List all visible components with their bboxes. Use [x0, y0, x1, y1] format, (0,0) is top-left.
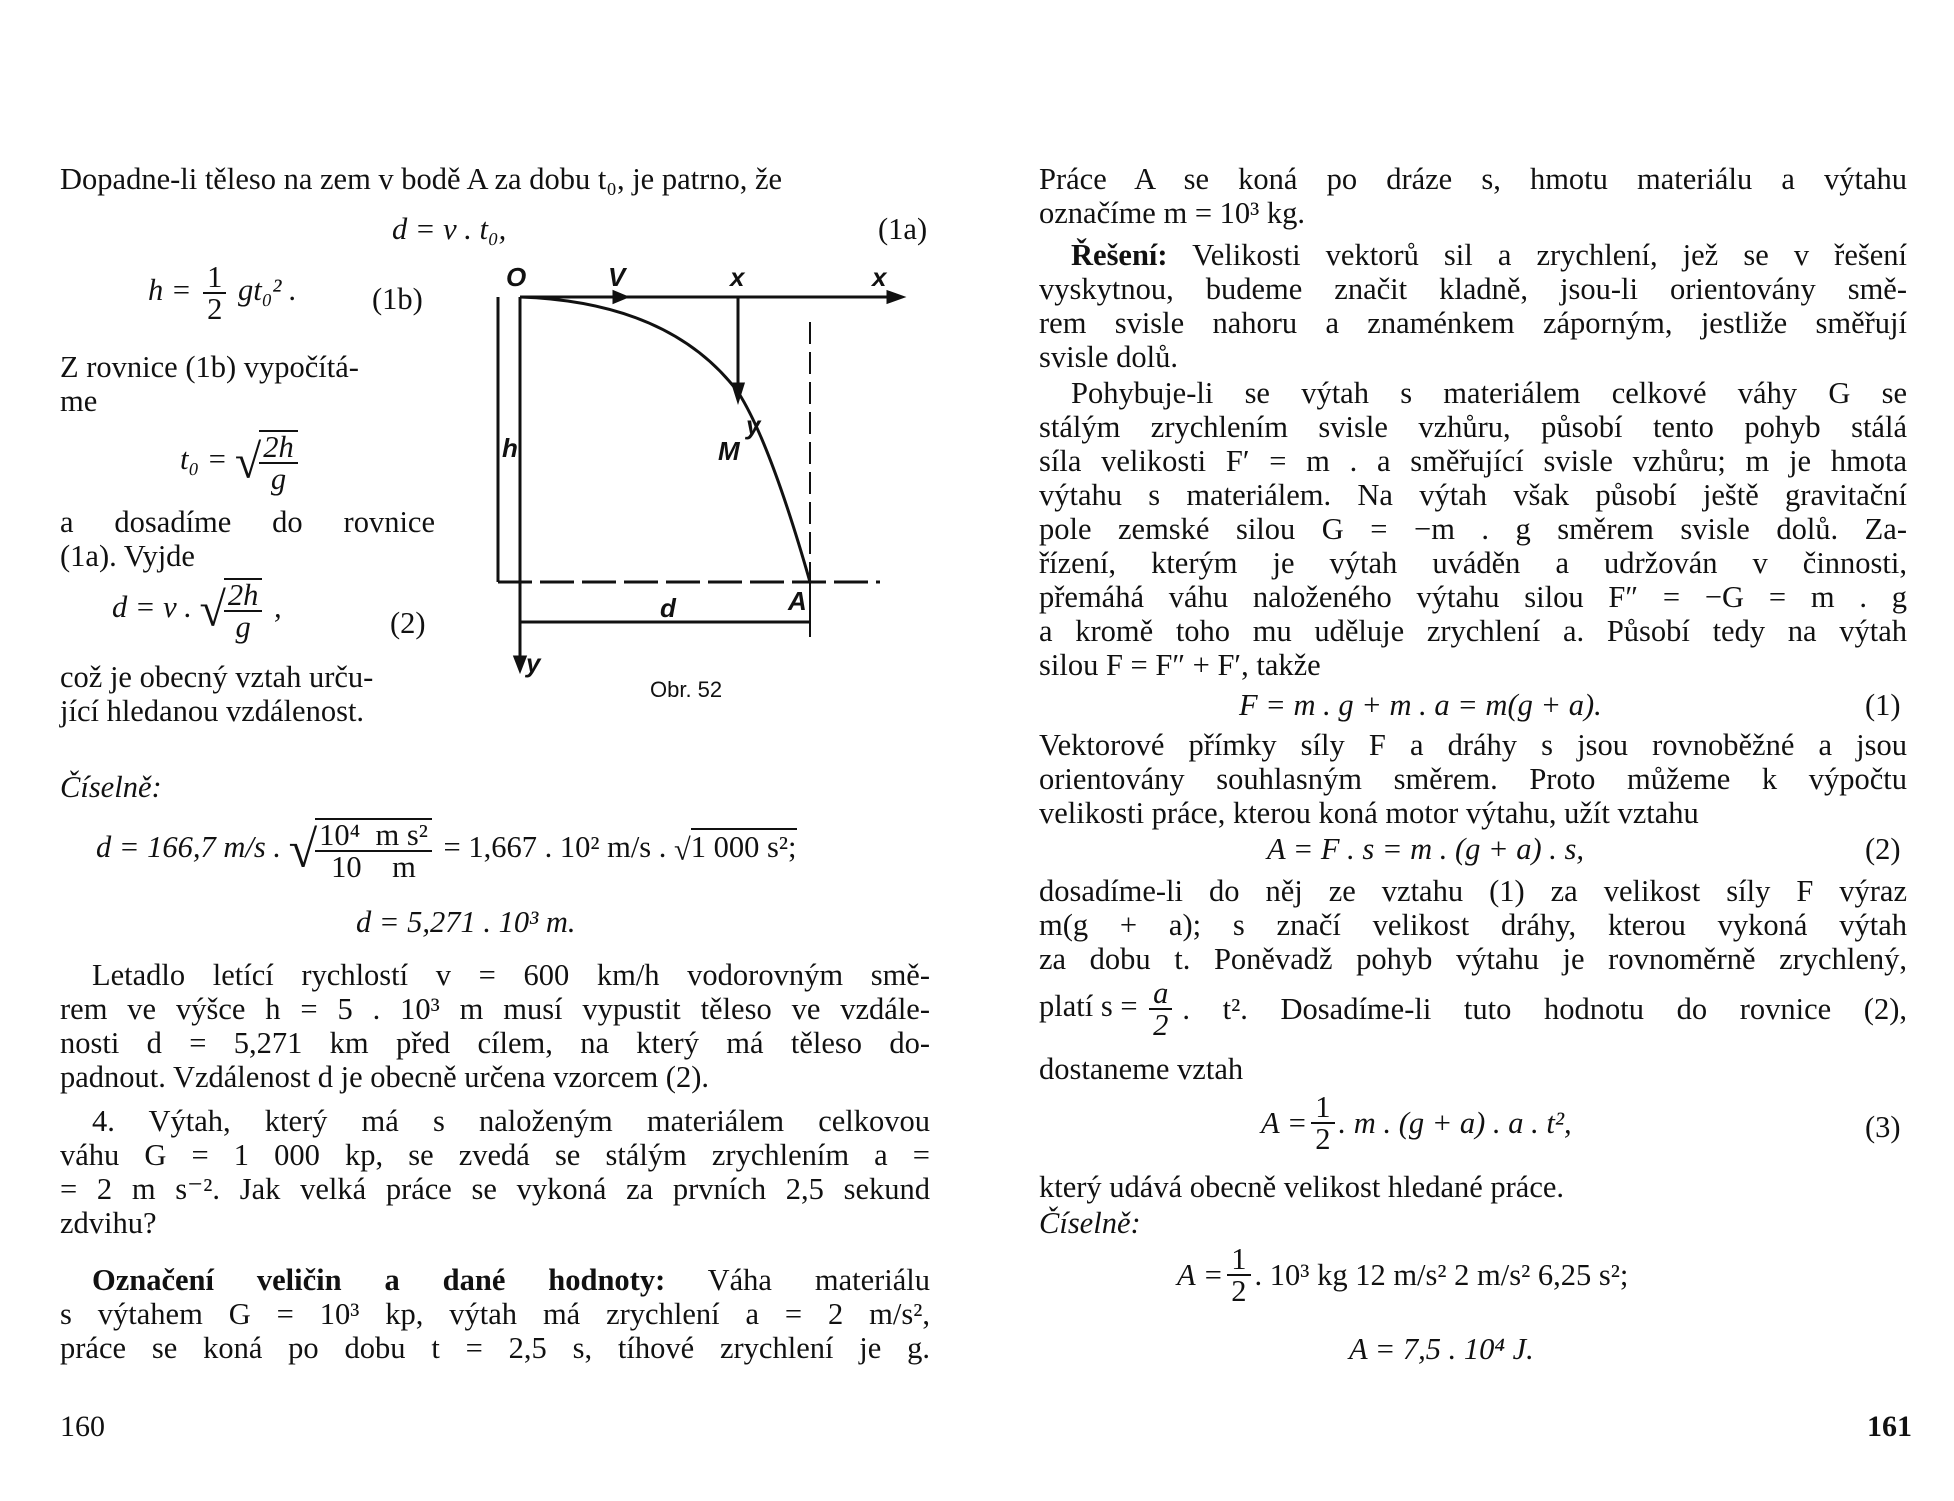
text-line: Vektorové přímky síly F a dráhy s jsou rovnoběžné a jsou — [1039, 728, 1907, 762]
text-line: a dosadíme do rovnice — [60, 505, 435, 539]
fraction-denominator: 2 — [1315, 1122, 1331, 1156]
text-line: stálým zrychlením svisle vzhůru, působí tento pohyb stálá — [1039, 410, 1907, 444]
equation-label-1b: (1b) — [372, 282, 423, 316]
equation-r2: A = F . s = m . (g + a) . s, — [1267, 832, 1585, 866]
vectors-paragraph — [1039, 728, 1907, 830]
text-line: m(g + a); s značí velikost dráhy, kterou vykoná výtah — [1039, 908, 1907, 942]
problem4-paragraph — [60, 1104, 930, 1240]
text-line: Z rovnice (1b) vypočítá- — [60, 350, 359, 384]
given-paragraph — [60, 1263, 930, 1365]
text-fragment: platí s = — [1039, 989, 1138, 1023]
fraction-numerator: a — [1149, 978, 1172, 1010]
eq-part: d = v . — [112, 590, 192, 624]
eq-part: gt₀² . — [237, 273, 297, 307]
fraction-numerator: 2h — [224, 578, 263, 612]
text-line: nosti d = 5,271 km před cílem, na který má těleso do- — [60, 1026, 930, 1060]
text-line: 4. Výtah, který má s naloženým materiálem celkovou — [92, 1104, 930, 1138]
fraction-denominator: 2 — [1231, 1274, 1247, 1308]
eq-part: d = 166,7 m/s . — [96, 830, 281, 864]
text-line: silou F = F″ + F′, takže — [1039, 648, 1321, 682]
text-line: výtahu s materiálem. Na výtah však působí ještě gravitační — [1039, 478, 1907, 512]
velocity-arrow-icon — [614, 292, 626, 302]
fraction-numerator: 1 — [1227, 1244, 1250, 1276]
obtain-line: dostaneme vztah — [1039, 1052, 1244, 1086]
eq-part: h = — [148, 273, 192, 307]
equation-t0 — [180, 430, 302, 494]
equation-label-r3: (3) — [1865, 1110, 1901, 1144]
text-line: velikosti práce, kterou koná motor výtahu, užít vztahu — [1039, 796, 1699, 830]
text-line: rem svisle nahoru a znaménkem záporným, jestliže směřují — [1039, 306, 1907, 340]
eq-part: A = — [1177, 1257, 1224, 1292]
text-line: řízení, kterým je výtah uváděn a udržován v činnosti, — [1039, 546, 1907, 580]
text-line: dosadíme-li do něj ze vztahu (1) za velikost síly F výraz — [1039, 874, 1907, 908]
text-line: což je obecný vztah urču- — [60, 660, 374, 694]
eq-part: , — [273, 590, 282, 624]
equation-r1: F = m . g + m . a = m(g + a). — [1239, 688, 1602, 722]
text-line: vyskytnou, budeme značit kladně, jsou-li orientovány smě- — [1039, 272, 1907, 306]
equation-r3 — [1261, 1092, 1572, 1154]
page-number-left: 160 — [60, 1410, 105, 1443]
text-line: Dopadne-li těleso na zem v bodě A za dobu t₀, je patrno, že — [60, 162, 783, 196]
result-r: A = 7,5 . 10⁴ J. — [1349, 1332, 1534, 1366]
text-fragment: . t². Dosadíme-li tuto hodnotu do rovnice (2), — [1182, 991, 1907, 1026]
equation-label-r1: (1) — [1865, 688, 1901, 722]
label-a: A — [788, 586, 807, 616]
trajectory-curve — [520, 297, 810, 582]
text-line: rem ve výšce h = 5 . 10³ m musí vypustit těleso ve vzdále- — [60, 992, 930, 1026]
label-d: d — [660, 593, 676, 623]
text-line: = 2 m s⁻². Jak velká práce se vykoná za prvních 2,5 sekund — [60, 1172, 930, 1206]
label-h: h — [502, 433, 518, 463]
text-fragment: Váha materiálu — [707, 1263, 931, 1297]
text-line: za dobu t. Poněvadž pohyb výtahu je rovnoměrně zrychlený, — [1039, 942, 1907, 976]
y-axis-arrow-icon — [515, 657, 525, 670]
fraction-numerator: 1 — [1311, 1092, 1334, 1124]
figure-52 — [470, 262, 910, 682]
label-m: M — [718, 436, 740, 466]
sqrt-sign-icon: √ — [199, 583, 226, 637]
sqrt-sign-icon: √ — [288, 821, 318, 879]
substitute-paragraph — [60, 505, 435, 573]
right-page — [977, 0, 1954, 1501]
text-line: Pohybuje-li se výtah s materiálem celkové váhy G se — [1071, 376, 1907, 410]
text-line: zdvihu? — [60, 1206, 157, 1240]
text-line — [60, 1263, 930, 1297]
calc-equation — [96, 818, 797, 882]
fraction-numerator: 2h — [259, 430, 298, 464]
solution-heading: Řešení: — [1071, 238, 1168, 272]
text-line: padnout. Vzdálenost d je obecně určena vzorcem (2). — [60, 1060, 709, 1094]
label-o: O — [506, 262, 527, 292]
numerically-label: Číselně: — [60, 770, 162, 804]
given-heading: Označení veličin a dané hodnoty: — [92, 1263, 666, 1297]
text-line: orientovány souhlasným směrem. Proto můžeme k výpočtu — [1039, 762, 1907, 796]
fraction-denominator: g — [235, 610, 251, 644]
plane-paragraph — [60, 958, 930, 1094]
figure-caption: Obr. 52 — [650, 677, 723, 702]
text-line: s výtahem G = 10³ kp, výtah má zrychlení a = 2 m/s², — [60, 1297, 930, 1331]
equation-2 — [112, 578, 282, 642]
numerically-label-right: Číselně: — [1039, 1206, 1141, 1240]
text-fragment — [1039, 978, 1176, 1040]
text-line: me — [60, 384, 98, 418]
text-line: práce se koná po dobu t = 2,5 s, tíhové zrychlení je g. — [60, 1331, 930, 1365]
equation-label-1a: (1a) — [878, 212, 928, 246]
fraction-numerator: 10⁴ m s² — [315, 818, 432, 852]
text-line: jící hledanou vzdálenost. — [60, 694, 365, 728]
fraction — [203, 262, 226, 324]
label-x1: x — [730, 262, 745, 292]
eq-part: = 1,667 . 10² m/s . — [443, 830, 667, 864]
fraction-denominator: 2 — [1153, 1008, 1169, 1042]
eq-part: t₀ = — [180, 442, 228, 476]
which-line: který udává obecně velikost hledané práce. — [1039, 1170, 1565, 1204]
fraction-denominator: 2 — [207, 292, 223, 326]
substitute-r-paragraph — [1039, 874, 1907, 976]
fraction-numerator: 1 — [203, 262, 226, 294]
x-axis-arrow-icon — [888, 292, 902, 302]
text-line: přemáhá váhu naloženého výtahu silou F″ = −G = m . g — [1039, 580, 1907, 614]
text-line: (1a). Vyjde — [60, 539, 195, 573]
fraction — [1311, 1092, 1334, 1154]
eq-part: 1 000 s²; — [690, 830, 797, 864]
text-line: síla velikosti F′ = m . a směřující svisle vzhůru; m je hmota — [1039, 444, 1907, 478]
fraction-denominator: 10 m — [331, 850, 416, 884]
label-x2: x — [872, 262, 887, 292]
label-y2: y — [526, 648, 541, 678]
text-line: svisle dolů. — [1039, 340, 1178, 374]
fraction — [315, 818, 432, 882]
text-line: Letadlo letící rychlostí v = 600 km/h vodorovným smě- — [92, 958, 930, 992]
eq-part: . 10³ kg 12 m/s² 2 m/s² 6,25 s²; — [1254, 1257, 1629, 1292]
general-paragraph — [60, 660, 460, 728]
fraction — [1149, 978, 1172, 1040]
equation-1a: d = v . t₀, — [392, 212, 507, 246]
fraction-denominator: g — [270, 462, 287, 496]
eq-part: . m . (g + a) . a . t², — [1338, 1105, 1572, 1140]
fraction — [224, 578, 263, 642]
intro-paragraph — [60, 162, 940, 196]
text-line: označíme m = 10³ kg. — [1039, 196, 1306, 230]
text-line: Práce A se koná po dráze s, hmotu materiálu a výtahu — [1039, 162, 1907, 196]
fraction — [1227, 1244, 1250, 1306]
sqrt-sign-icon: √ — [234, 435, 262, 489]
solve-paragraph — [60, 350, 460, 418]
text-line: váhu G = 1 000 kp, se zvedá se stálým zrychlením a = — [60, 1138, 930, 1172]
equation-label-2: (2) — [390, 606, 426, 640]
equation-label-r2: (2) — [1865, 832, 1901, 866]
moving-paragraph — [1039, 376, 1907, 682]
text-line — [1039, 238, 1907, 272]
text-line: a kromě toho mu uděluje zrychlení a. Působí tedy na výtah — [1039, 614, 1907, 648]
page-number-right: 161 — [1867, 1410, 1912, 1443]
solution-paragraph — [1039, 238, 1907, 374]
text-fragment: Velikosti vektorů sil a zrychlení, jež se v řešení — [1192, 238, 1907, 272]
eq-part: A = — [1261, 1105, 1308, 1140]
text-line: pole zemské silou G = −m . g směrem svisle dolů. Za- — [1039, 512, 1907, 546]
label-v: V — [608, 262, 626, 292]
fraction — [259, 430, 298, 494]
calc-result: d = 5,271 . 10³ m. — [356, 905, 576, 939]
then-line — [1039, 978, 1907, 1040]
work-paragraph — [1039, 162, 1907, 230]
label-y1: y — [746, 410, 761, 440]
equation-1b — [148, 262, 297, 324]
sqrt-sign-icon: √ — [674, 832, 691, 867]
calc-r-equation — [1177, 1244, 1628, 1306]
